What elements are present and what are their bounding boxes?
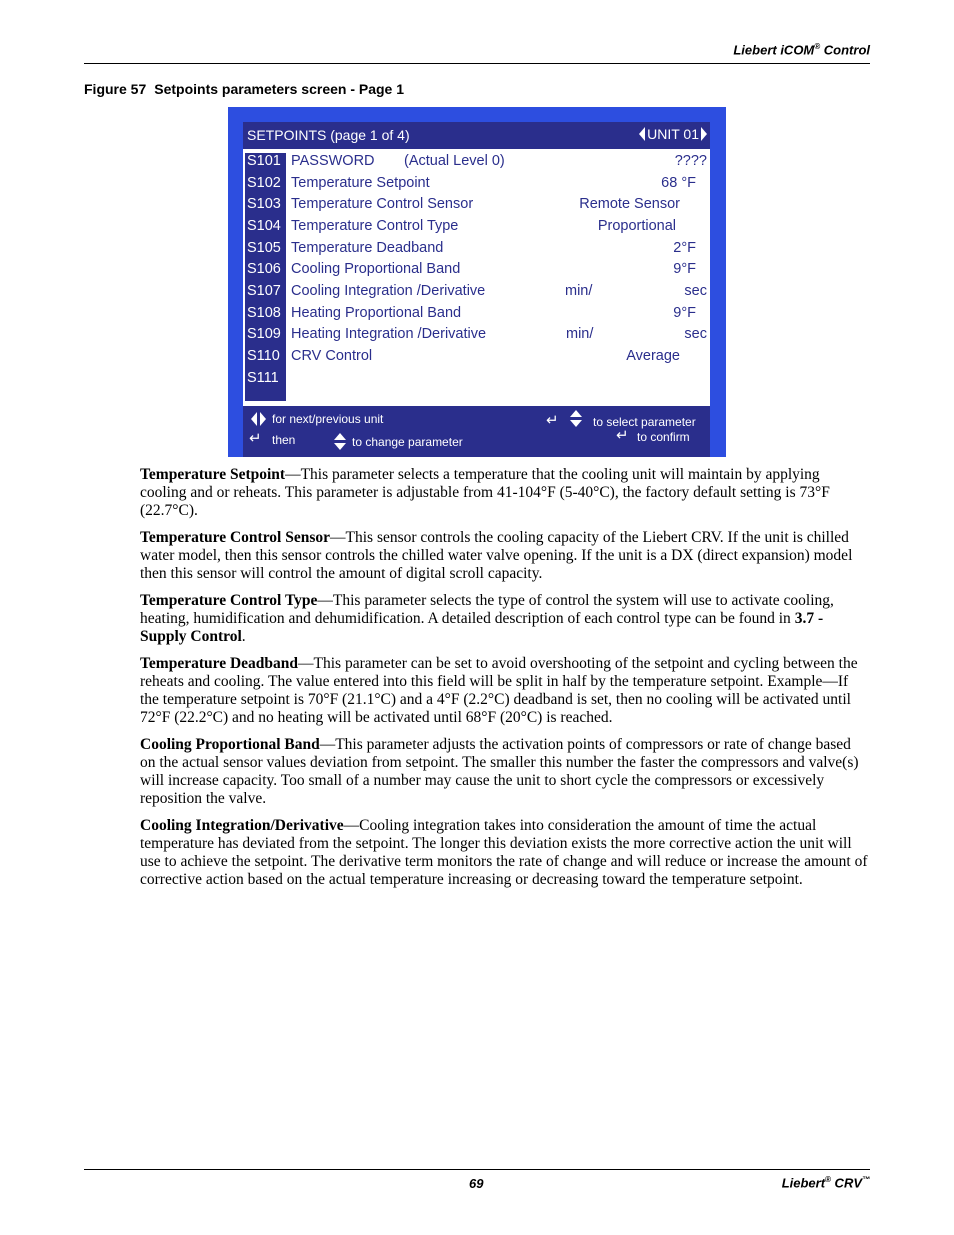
row-code: S104 — [247, 218, 281, 234]
row-value-min: min/ — [566, 326, 594, 342]
row-value: Remote Sensor — [579, 196, 680, 212]
row-code: S106 — [247, 261, 281, 277]
row-value-min: min/ — [565, 283, 593, 299]
row-code: S101 — [247, 153, 281, 169]
paragraph: Temperature Deadband—This parameter can be set to avoid overshooting of the setpoint and cycling between the reheats and cooling. The value entered into this field will be split in half by the temperature setpoint. Example—If the temperature setpoint is 70°F (21.1°C) and a 4°F (2.2°C) deadband is set, then no cooling will be activated until 72°F (22.2°C) and no heating will be activated until 68°F (20°C) is reached. — [140, 655, 858, 726]
help-then: then — [272, 433, 296, 447]
prev-unit-icon — [639, 127, 645, 141]
help-select: to select parameter — [593, 415, 696, 429]
row-label: Temperature Setpoint — [291, 175, 430, 191]
row-code: S110 — [247, 348, 280, 364]
row-value: 9°F — [673, 261, 696, 277]
screen-help-bar — [243, 406, 710, 457]
paragraph: Cooling Integration/Derivative—Cooling integration takes into consideration the amount of time the actual temperature has deviated from the setpoint. The longer this deviation exists the more corrective action the unit will use to achieve the setpoint. The derivative term monitors the rate of change and will reduce or increase the amount of corrective action based on the actual temperature increasing or decreasing toward the temperature setpoint. — [140, 817, 868, 888]
password-actual-level: (Actual Level 0) — [404, 153, 505, 169]
next-unit-icon — [701, 127, 707, 141]
icom-screen — [228, 107, 726, 457]
running-header: Liebert iCOM® Control — [733, 42, 870, 58]
row-code: S109 — [247, 326, 281, 342]
row-code: S107 — [247, 283, 281, 299]
paragraph: Cooling Proportional Band—This parameter adjusts the activation points of compressors or rate of change based on the actual sensor values deviation from setpoint. The smaller this number the faster the compressors and valve(s) will increase capacity. Too small of a number may cause the unit to short cycle the compressors or excessively reposition the valve. — [140, 736, 859, 807]
footer-brand: Liebert® CRV™ — [781, 1175, 870, 1191]
body-text — [140, 466, 870, 898]
row-value: Proportional — [597, 218, 676, 234]
row-label: Heating Proportional Band — [291, 305, 462, 321]
page-number: 69 — [469, 1176, 484, 1191]
row-code: S103 — [247, 196, 281, 212]
row-code: S108 — [247, 305, 281, 321]
header-rule — [84, 63, 870, 64]
row-code: S105 — [247, 240, 281, 256]
help-next-prev: for next/previous unit — [272, 412, 384, 426]
row-value: 9°F — [673, 305, 696, 321]
left-right-arrows-icon — [251, 411, 267, 430]
section-reference: 3.7 - Supply Control — [140, 610, 824, 645]
row-code: S102 — [247, 175, 281, 191]
row-value: sec — [684, 326, 707, 342]
up-down-arrows-icon — [570, 410, 582, 431]
row-value: ???? — [674, 153, 707, 169]
help-change: to change parameter — [352, 435, 463, 449]
row-value: 2°F — [673, 240, 696, 256]
screen-title: SETPOINTS (page 1 of 4) — [247, 127, 410, 143]
paragraph: Temperature Control Sensor—This sensor controls the cooling capacity of the Liebert CRV. If the unit is chilled water model, then this sensor controls the chilled water valve opening. If the unit is a DX (direct expansion) model then this sensor will control the amount of digital scroll capacity. — [140, 529, 853, 582]
row-code: S111 — [247, 370, 279, 386]
row-label: PASSWORD — [291, 153, 375, 169]
unit-label: UNIT 01 — [647, 126, 699, 142]
row-label: Temperature Deadband — [291, 240, 444, 256]
enter-icon: ↵ — [616, 427, 629, 444]
row-label: Cooling Integration /Derivative — [291, 283, 486, 299]
help-confirm: to confirm — [637, 430, 690, 444]
unit-selector — [639, 126, 707, 142]
row-value: 68 °F — [661, 175, 696, 191]
up-down-arrows-icon — [334, 433, 346, 454]
enter-icon: ↵ — [249, 430, 262, 447]
screen-titlebar — [243, 122, 710, 149]
enter-icon: ↵ — [546, 412, 559, 429]
paragraph: Temperature Setpoint—This parameter selects a temperature that the cooling unit will maintain by applying cooling and or reheats. This parameter is adjustable from 41-104°F (5-40°C), the factory default setting is 73°F (22.7°C). — [140, 466, 830, 519]
row-label: Temperature Control Sensor — [291, 196, 474, 212]
footer-rule — [84, 1169, 870, 1170]
row-label: Heating Integration /Derivative — [291, 326, 487, 342]
paragraph: Temperature Control Type—This parameter selects the type of control the system will use to activate cooling, heating, humidification and dehumidification. A detailed description of each control type can be found in 3.7 - Supply Control. — [140, 592, 834, 645]
figure-caption: Figure 57 Setpoints parameters screen - Page 1 — [84, 81, 405, 97]
screen-panel — [243, 122, 710, 449]
row-value: sec — [684, 283, 707, 299]
row-value: Average — [626, 348, 680, 364]
row-label: Cooling Proportional Band — [291, 261, 461, 277]
row-label: CRV Control — [291, 348, 373, 364]
row-label: Temperature Control Type — [291, 218, 459, 234]
